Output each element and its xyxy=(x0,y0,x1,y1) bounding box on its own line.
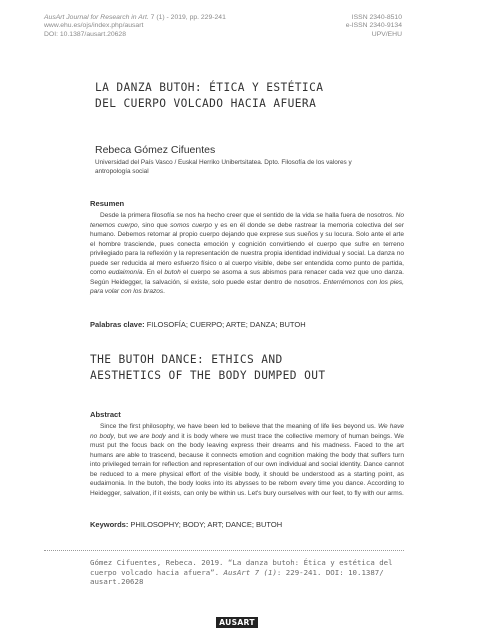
journal-header-left xyxy=(44,14,226,39)
title-en-line1: THE BUTOH DANCE: ETHICS AND xyxy=(90,353,283,366)
title-es-line2: DEL CUERPO VOLCADO HACIA AFUERA xyxy=(95,97,317,110)
title-en-line2: AESTHETICS OF THE BODY DUMPED OUT xyxy=(90,369,326,382)
citation-line3: ausart.20628 xyxy=(90,577,144,587)
issn: ISSN 2340-8510 xyxy=(351,14,402,21)
e-issn: e-ISSN 2340-9134 xyxy=(345,22,402,30)
abstract-text: Since the first philosophy, we have been led to believe that the meaning of life lies beyond us. We have no body, but we are body and it is body where we must trace the collective memory of human beings. We must put the focus back on the body leaving express their dreams and his madness. Faced to the art humans are able to trascend, because it connects emotion and cognition making the body that suffers turn into privileged terrain for reflection and representation of our own individual and social identity. Dance cannot be reduced to a mere physical effort of the visible body, it should be understood as a starting point, as eudaimonia. In the butoh, the body looks into its abysses to be reborn every time you dance. According to Heidegger, salvation, if it exists, can only be within us. Let's bury ourselves with our feet, to fly with our arms. xyxy=(90,423,405,497)
citation-block xyxy=(90,558,410,587)
journal-citation-line xyxy=(44,14,226,22)
article-title-english xyxy=(90,352,410,384)
article-title-spanish xyxy=(95,80,415,112)
affiliation-line2: antropología social xyxy=(95,167,149,175)
resumen-text: Desde la primera filosofía se nos ha hecho creer que el sentido de la vida se halla fuera de nosotros. No tenemos cuerpo, sino que somos cuerpo y es en él donde se debe rastrear la memoria colectiva del ser humano. Debemos retornar al propio cuerpo dejando que exprese sus sueños y su locura. Solo ante el arte el hombre trasciende, pues conecta emoción y cognición convirtiendo el cuerpo que sufre en terreno privilegiado para la reflexión y la representación de nuestra propia identidad individual y social. La danza no puede ser reducida al mero esfuerzo físico o al cuerpo visible, debe ser entendida como punto de partida, como eudaimonía. En el butoh el cuerpo se asoma a sus abismos para renacer cada vez que uno danza. Según Heidegger, la salvación, si existe, solo puede estar dentro de nosotros. Enterrémonos con los pies, para volar con los brazos. xyxy=(90,212,405,295)
resumen-heading: Resumen xyxy=(90,199,125,208)
journal-header-right xyxy=(346,14,402,39)
citation-line1: Gómez Cifuentes, Rebeca. 2019. “La danza butoh: Ética y estética del xyxy=(90,558,393,567)
citation-line2: cuerpo volcado hacia afuera”. AusArt 7 (1): 229-241. DOI: 10.1387/ xyxy=(90,567,384,577)
keywords-en-label: Keywords: xyxy=(90,520,129,529)
journal-issue: 7 (1) - 2019, pp. 229-241 xyxy=(148,14,226,21)
keywords-spanish xyxy=(90,320,306,329)
keywords-es-label: Palabras clave: xyxy=(90,320,145,329)
affiliation-line1: Universidad del País Vasco / Euskal Herriko Unibertsitatea. Dpto. Filosofía de los valores y xyxy=(95,159,352,166)
journal-doi[interactable]: DOI: 10.1387/ausart.20628 xyxy=(44,30,126,38)
ausart-logo: AUSART xyxy=(216,617,258,628)
author-name: Rebeca Gómez Cifuentes xyxy=(95,144,216,156)
citation-divider xyxy=(44,550,404,551)
keywords-en-value: PHILOSOPHY; BODY; ART; DANCE; BUTOH xyxy=(128,520,283,529)
author-affiliation xyxy=(95,159,395,176)
publisher: UPV/EHU xyxy=(371,30,402,38)
abstract-heading: Abstract xyxy=(90,410,121,419)
journal-name: AusArt Journal for Research in Art. xyxy=(44,14,149,21)
journal-url[interactable]: www.ehu.es/ojs/index.php/ausart xyxy=(44,22,144,30)
keywords-english xyxy=(90,520,282,529)
title-es-line1: LA DANZA BUTOH: ÉTICA Y ESTÉTICA xyxy=(95,81,324,94)
keywords-es-value: FILOSOFÍA; CUERPO; ARTE; DANZA; BUTOH xyxy=(144,320,306,329)
